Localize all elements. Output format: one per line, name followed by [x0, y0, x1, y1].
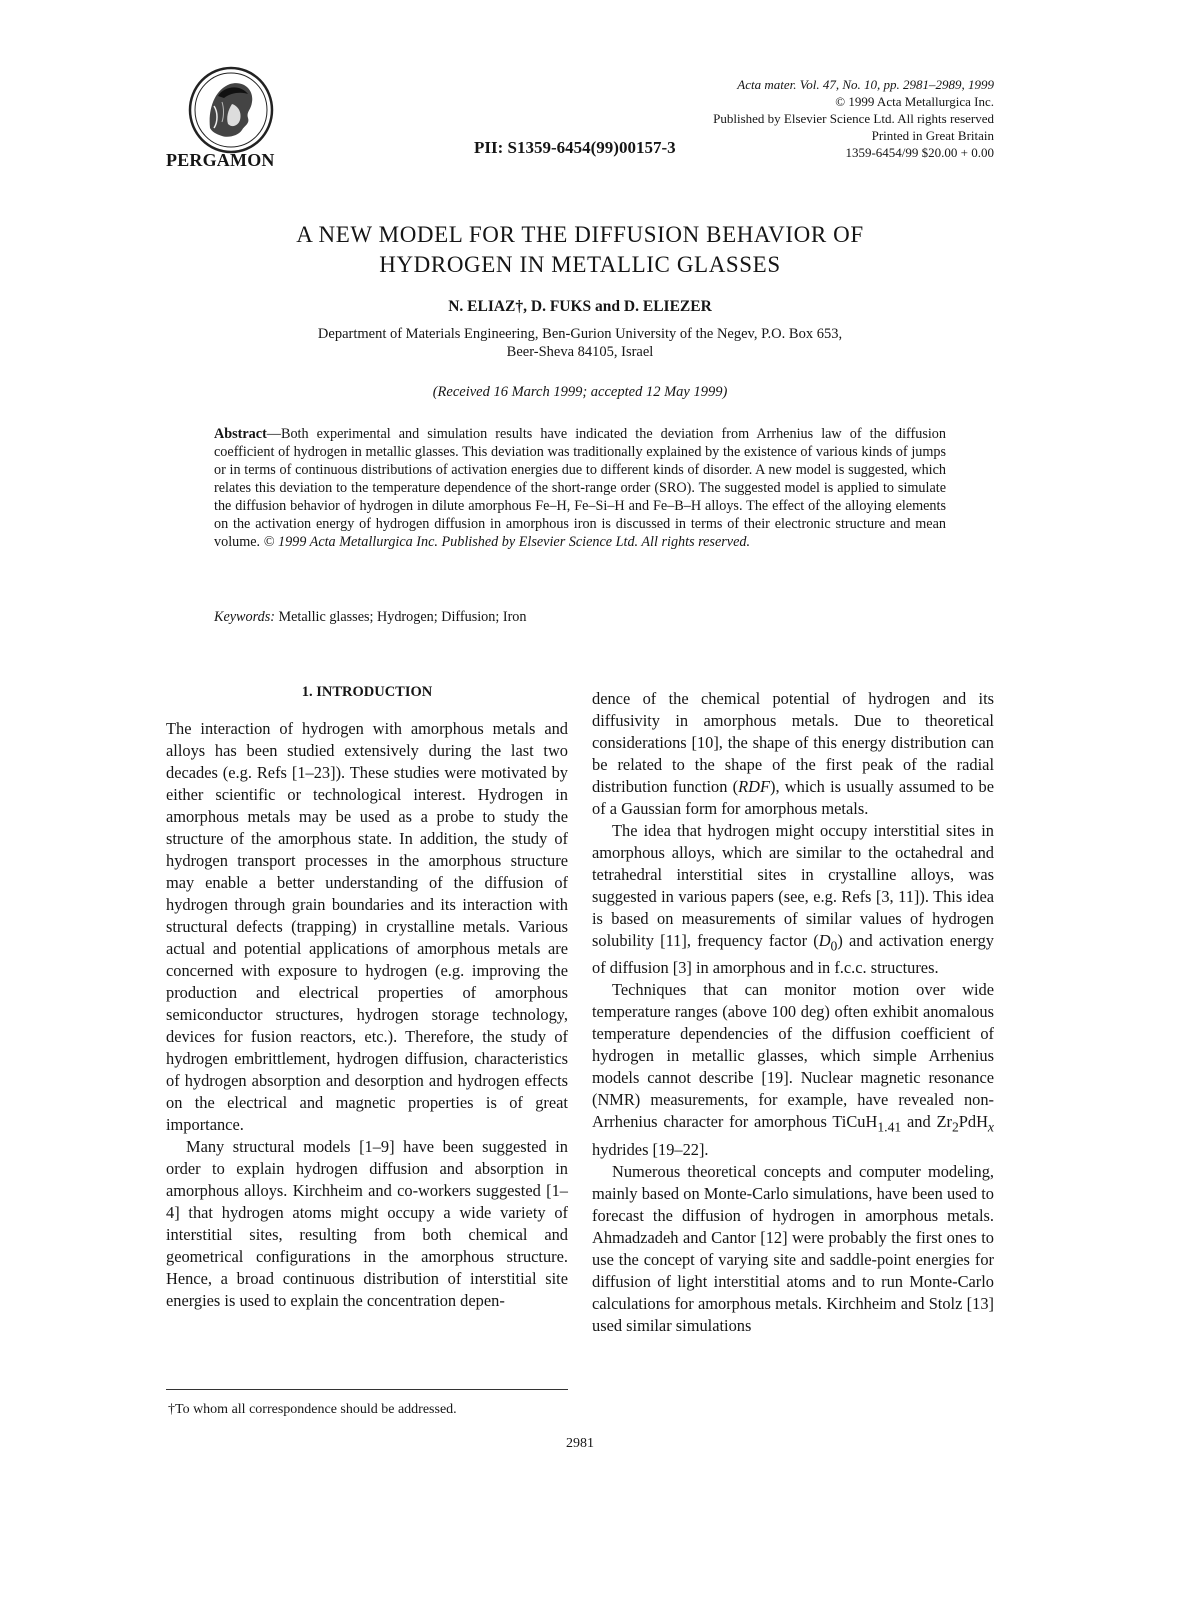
journal-info [574, 76, 994, 161]
abstract-copyright: © 1999 Acta Metallurgica Inc. Published by Elsevier Science Ltd. All rights reserved. [263, 534, 751, 550]
right-column [592, 688, 994, 1337]
section-heading: 1. INTRODUCTION [301, 684, 433, 700]
paragraph: dence of the chemical potential of hydrogen and its diffusivity in amorphous metals. Due to theoretical considerations [10], the shape of this energy distribution can be related to the shape of the first peak of the radial distribution function (RDF), which is usually assumed to be of a Gaussian form for amorphous metals. [592, 689, 994, 818]
received-dates: (Received 16 March 1999; accepted 12 May 1999) [432, 384, 728, 400]
title-line: A NEW MODEL FOR THE DIFFUSION BEHAVIOR OF [296, 222, 864, 247]
footnote: †To whom all correspondence should be addressed. [168, 1402, 457, 1417]
pii: PII: S1359-6454(99)00157-3 [474, 138, 676, 157]
paragraph: Many structural models [1–9] have been suggested in order to explain hydrogen diffusion and absorption in amorphous alloys. Kirchheim and co-workers suggested [1–4] that hydrogen atoms might occupy a wide variety of interstitial sites, resulting from both chemical and geometrical configurations in the amorphous structure. Hence, a broad continuous distribution of interstitial site energies is used to explain the concentration depen- [166, 1137, 568, 1310]
journal-issn: 1359-6454/99 $20.00 + 0.00 [845, 145, 994, 160]
abstract [214, 425, 946, 551]
keywords-label: Keywords: [214, 609, 275, 625]
abstract-body: —Both experimental and simulation results have indicated the deviation from Arrhenius law of the diffusion coefficient of hydrogen in metallic glasses. This deviation was traditionally explained by the existence of various kinds of jumps or in terms of continuous distributions of activation energies due to different kinds of disorder. A new model is suggested, which relates this deviation to the temperature dependence of the short-range order (SRO). The suggested model is applied to simulate the diffusion behavior of hydrogen in dilute amorphous Fe–H, Fe–Si–H and Fe–B–H alloys. The effect of the alloying elements on the activation energy of hydrogen diffusion in amorphous iron is discussed in terms of their electronic structure and mean volume. [214, 426, 946, 550]
keywords [214, 609, 946, 626]
affiliation-line: Department of Materials Engineering, Ben-Gurion University of the Negev, P.O. Box 653, [317, 326, 843, 342]
journal-printed: Printed in Great Britain [871, 128, 994, 143]
footnote-divider [166, 1389, 568, 1390]
left-column [166, 718, 568, 1312]
title-line: HYDROGEN IN METALLIC GLASSES [379, 252, 781, 277]
publisher-name: PERGAMON [166, 150, 275, 170]
paragraph: Numerous theoretical concepts and computer modeling, mainly based on Monte-Carlo simulations, have been used to forecast the diffusion of hydrogen in amorphous metals. Ahmadzadeh and Cantor [12] were probably the first ones to use the concept of varying site and saddle-point energies for diffusion of light interstitial atoms and to run Monte-Carlo calculations for amorphous metals. Kirchheim and Stolz [13] used similar simulations [592, 1161, 994, 1335]
paragraph: The interaction of hydrogen with amorphous metals and alloys has been studied extensively during the last two decades (e.g. Refs [1–23]). These studies were motivated by either scientific or technological interest. Hydrogen in amorphous metals may be used as a probe to study the structure of the amorphous state. In addition, the study of hydrogen transport processes in the amorphous structure may enable a better understanding of the diffusion of hydrogen through grain boundaries and its interaction with structural defects (trapping) in crystalline metals. Various actual and potential applications of amorphous metals are concerned with exposure to hydrogen (e.g. improving the production and electrical properties of amorphous semiconductor structures, hydrogen storage technology, devices for fusion reactors, etc.). Therefore, the study of hydrogen embrittlement, hydrogen diffusion, characteristics of hydrogen absorption and desorption and hydrogen effects on the electrical and magnetic properties is of great importance. [166, 719, 568, 1134]
journal-citation: Acta mater. Vol. 47, No. 10, pp. 2981–2989, 1999 [737, 77, 994, 92]
affiliation-line: Beer-Sheva 84105, Israel [506, 344, 654, 360]
article-title [150, 220, 1010, 280]
paragraph: The idea that hydrogen might occupy interstitial sites in amorphous alloys, which are similar to the octahedral and tetrahedral interstitial sites in crystalline alloys, was suggested in various papers (see, e.g. Refs [3, 11]). This idea is based on measurements of similar values of hydrogen solubility [11], frequency factor $(D_0)$ and activation energy of diffusion [3] in amorphous and in f.c.c. structures. [592, 821, 995, 978]
affiliation [150, 325, 1010, 361]
journal-publisher: Published by Elsevier Science Ltd. All rights reserved [713, 111, 994, 126]
authors: N. ELIAZ†, D. FUKS and D. ELIEZER [448, 298, 712, 315]
paragraph: Techniques that can monitor motion over wide temperature ranges (above 100 deg) often exhibit anomalous temperature dependencies of the diffusion coefficient of hydrogen in metallic glasses, which simple Arrhenius models cannot describe [19]. Nuclear magnetic resonance (NMR) measurements, for example, have revealed non-Arrhenius character for amorphous TiCuH$_{1.41}$ and $Zr_2PdH_x$ hydrides [19–22]. [592, 980, 994, 1159]
pergamon-logo [188, 66, 274, 154]
abstract-label: Abstract [214, 426, 267, 442]
page-number: 2981 [566, 1436, 594, 1451]
journal-copyright: © 1999 Acta Metallurgica Inc. [835, 94, 994, 109]
keywords-value: Metallic glasses; Hydrogen; Diffusion; Iron [278, 609, 527, 625]
